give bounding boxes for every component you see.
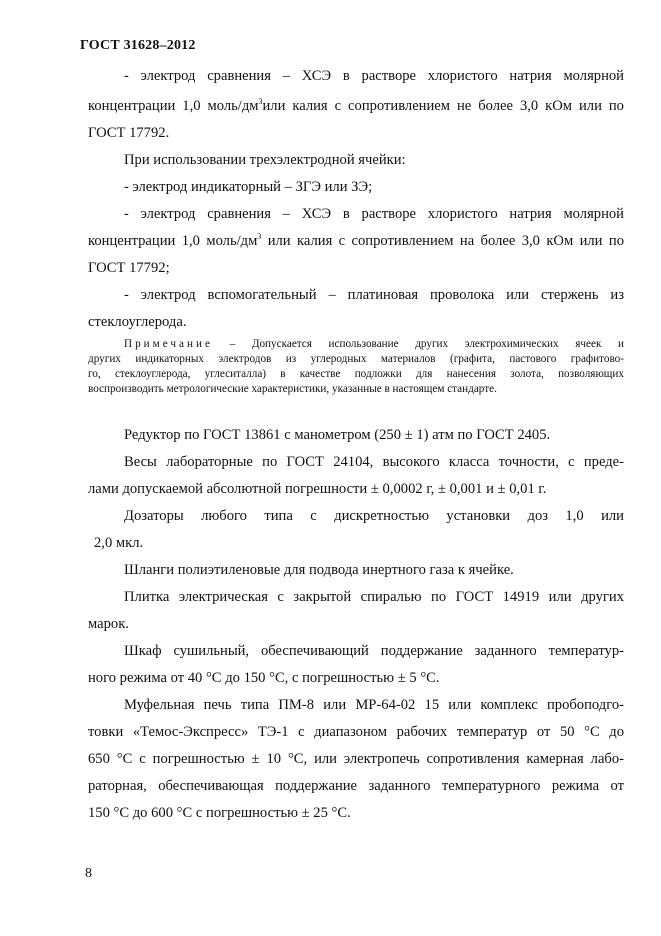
text-segment: или калия с сопротивлением на более 3,0 кОм или по bbox=[261, 233, 624, 249]
paragraph-line: 150 °С до 600 °С с погрешностью ± 25 °С. bbox=[88, 805, 351, 821]
paragraph-line bbox=[88, 232, 624, 250]
paragraph-line: - электрод индикаторный – ЗГЭ или ЗЭ; bbox=[124, 179, 373, 195]
superscript: 3 bbox=[258, 97, 263, 106]
paragraph-line: Весы лабораторные по ГОСТ 24104, высокого класса точности, с преде- bbox=[124, 454, 624, 470]
paragraph-line: - электрод сравнения – ХСЭ в растворе хлористого натрия молярной bbox=[124, 206, 624, 222]
paragraph-line: ного режима от 40 °С до 150 °С, с погрешностью ± 5 °С. bbox=[88, 670, 440, 686]
paragraph-line: раторная, обеспечивающая поддержание заданного температурного режима от bbox=[88, 778, 624, 794]
superscript: 3 bbox=[257, 232, 262, 241]
note-line: воспроизводить метрологические характеристики, указанные в настоящем стандарте. bbox=[88, 383, 497, 395]
note-label: Примечание bbox=[124, 338, 213, 350]
paragraph-line bbox=[88, 97, 624, 115]
paragraph-line: Дозаторы любого типа с дискретностью установки доз 1,0 или bbox=[124, 508, 624, 524]
document-code-header: ГОСТ 31628–2012 bbox=[80, 38, 196, 53]
paragraph-line: марок. bbox=[88, 616, 129, 632]
paragraph-line: Муфельная печь типа ПМ-8 или МР-64-02 15 или комплекс пробоподго- bbox=[124, 697, 624, 713]
text-segment: концентрации 1,0 моль/дм bbox=[88, 233, 258, 249]
paragraph-line: стеклоуглерода. bbox=[88, 314, 187, 330]
page-number: 8 bbox=[85, 866, 92, 881]
text-segment: – Допускается использование других электрохимических ячеек и bbox=[212, 338, 624, 350]
note-line bbox=[124, 337, 624, 351]
paragraph-line: При использовании трехэлектродной ячейки: bbox=[124, 152, 406, 168]
note-line: го, стеклоуглерода, углеситалла) в качестве подложки для нанесения золота, позволяющих bbox=[88, 368, 624, 380]
note-line: других индикаторных электродов из углеродных материалов (графита, пастового графитово- bbox=[88, 353, 624, 365]
paragraph-line: 2,0 мкл. bbox=[94, 535, 144, 551]
paragraph-line: ГОСТ 17792; bbox=[88, 260, 170, 276]
paragraph-line: Шланги полиэтиленовые для подвода инертного газа к ячейке. bbox=[124, 562, 514, 578]
text-segment: концентрации 1,0 моль/дм bbox=[88, 98, 259, 114]
paragraph-line: ГОСТ 17792. bbox=[88, 125, 170, 141]
paragraph-line: Плитка электрическая с закрытой спиралью по ГОСТ 14919 или других bbox=[124, 589, 624, 605]
paragraph-line: - электрод сравнения – ХСЭ в растворе хлористого натрия молярной bbox=[124, 68, 624, 84]
paragraph-line: 650 °С с погрешностью ± 10 °С, или электропечь сопротивления камерная лабо- bbox=[88, 751, 624, 767]
text-segment: или калия с сопротивлением не более 3,0 кОм или по bbox=[262, 98, 624, 114]
paragraph-line: Редуктор по ГОСТ 13861 с манометром (250 ± 1) атм по ГОСТ 2405. bbox=[124, 427, 551, 443]
paragraph-line: - электрод вспомогательный – платиновая проволока или стержень из bbox=[124, 287, 624, 303]
paragraph-line: товки «Темос-Экспресс» ТЭ-1 с диапазоном рабочих температур от 50 °С до bbox=[88, 724, 624, 740]
paragraph-line: Шкаф сушильный, обеспечивающий поддержание заданного температур- bbox=[124, 643, 624, 659]
paragraph-line: лами допускаемой абсолютной погрешности ± 0,0002 г, ± 0,001 и ± 0,01 г. bbox=[88, 481, 547, 497]
